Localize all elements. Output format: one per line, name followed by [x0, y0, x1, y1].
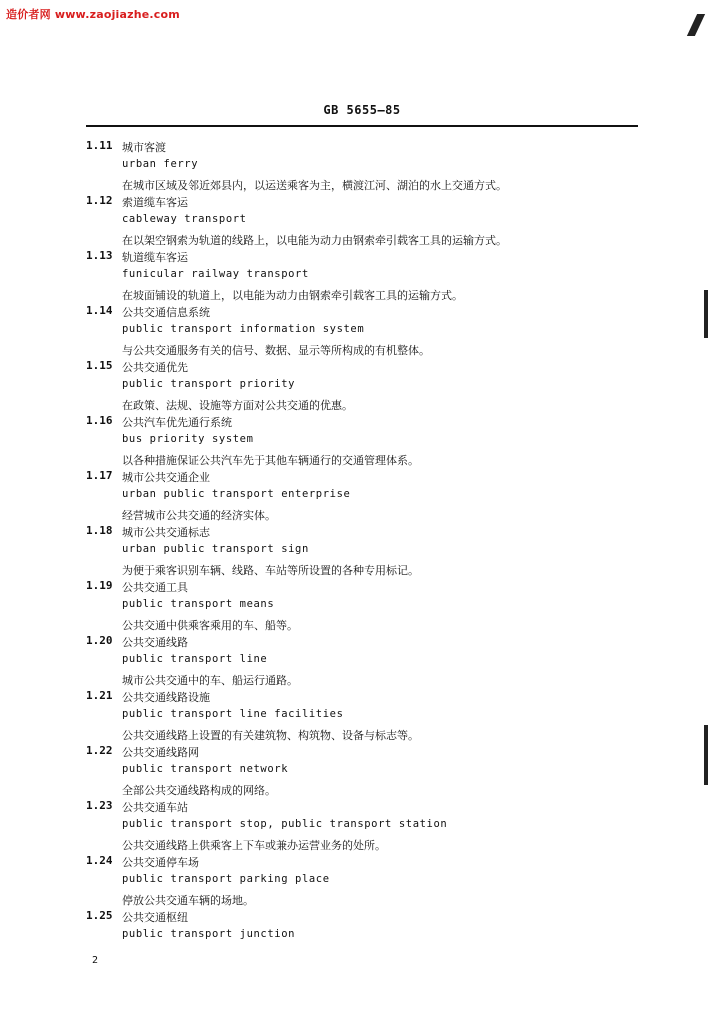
term-chinese: 公共交通停车场: [122, 856, 199, 869]
term-number: 1.21: [86, 689, 113, 702]
term-chinese: 城市公共交通标志: [122, 526, 210, 539]
term-chinese: 公共交通线路: [122, 636, 188, 649]
term-definition: 在城市区域及邻近郊县内，以运送乘客为主，横渡江河、湖泊的水上交通方式。: [122, 179, 507, 192]
term-chinese: 公共汽车优先通行系统: [122, 416, 232, 429]
term-english: public transport parking place: [122, 873, 330, 885]
term-definition: 公共交通中供乘客乘用的车、船等。: [122, 619, 298, 632]
term-entry: [0, 304, 724, 359]
term-list: [0, 139, 724, 964]
term-entry: [0, 854, 724, 909]
term-definition: 与公共交通服务有关的信号、数据、显示等所构成的有机整体。: [122, 344, 430, 357]
page-number: 2: [92, 955, 99, 966]
term-definition: 公共交通线路上供乘客上下车或兼办运营业务的处所。: [122, 839, 386, 852]
term-definition: 在以架空钢索为轨道的线路上，以电能为动力由钢索牵引载客工具的运输方式。: [122, 234, 507, 247]
term-english: bus priority system: [122, 433, 254, 445]
term-english: public transport means: [122, 598, 275, 610]
term-entry: [0, 359, 724, 414]
term-definition: 在政策、法规、设施等方面对公共交通的优惠。: [122, 399, 353, 412]
term-definition: 全部公共交通线路构成的网络。: [122, 784, 276, 797]
term-definition: 以各种措施保证公共汽车先于其他车辆通行的交通管理体系。: [122, 454, 419, 467]
term-entry: [0, 469, 724, 524]
term-number: 1.23: [86, 799, 113, 812]
watermark: 造价者网 www.zaojiazhe.com: [6, 8, 180, 21]
term-english: funicular railway transport: [122, 268, 309, 280]
term-chinese: 公共交通工具: [122, 581, 188, 594]
term-english: public transport stop, public transport station: [122, 818, 448, 830]
term-number: 1.14: [86, 304, 113, 317]
standard-header: GB 5655—85: [323, 103, 401, 117]
term-definition: 为便于乘客识别车辆、线路、车站等所设置的各种专用标记。: [122, 564, 419, 577]
term-number: 1.25: [86, 909, 113, 922]
term-entry: [0, 139, 724, 194]
term-definition: 经营城市公共交通的经济实体。: [122, 509, 276, 522]
term-number: 1.16: [86, 414, 113, 427]
term-number: 1.24: [86, 854, 113, 867]
term-entry: [0, 194, 724, 249]
term-chinese: 公共交通优先: [122, 361, 188, 374]
term-chinese: 公共交通信息系统: [122, 306, 210, 319]
term-english: public transport information system: [122, 323, 365, 335]
term-number: 1.11: [86, 139, 113, 152]
term-number: 1.13: [86, 249, 113, 262]
term-number: 1.19: [86, 579, 113, 592]
term-number: 1.12: [86, 194, 113, 207]
term-entry: [0, 689, 724, 744]
term-number: 1.17: [86, 469, 113, 482]
term-entry: [0, 414, 724, 469]
term-number: 1.18: [86, 524, 113, 537]
scan-artifact: [687, 14, 705, 36]
term-english: urban public transport sign: [122, 543, 309, 555]
term-chinese: 轨道缆车客运: [122, 251, 188, 264]
term-number: 1.15: [86, 359, 113, 372]
term-english: public transport line: [122, 653, 268, 665]
term-entry: [0, 744, 724, 799]
term-chinese: 公共交通车站: [122, 801, 188, 814]
term-entry: [0, 799, 724, 854]
term-definition: 停放公共交通车辆的场地。: [122, 894, 254, 907]
term-chinese: 索道缆车客运: [122, 196, 188, 209]
term-english: public transport junction: [122, 928, 296, 940]
term-english: urban ferry: [122, 158, 199, 170]
term-english: cableway transport: [122, 213, 247, 225]
term-english: public transport priority: [122, 378, 296, 390]
term-definition: 在坡面铺设的轨道上，以电能为动力由钢索牵引载客工具的运输方式。: [122, 289, 463, 302]
term-entry: [0, 579, 724, 634]
term-number: 1.22: [86, 744, 113, 757]
term-english: public transport network: [122, 763, 289, 775]
term-entry: [0, 524, 724, 579]
term-english: urban public transport enterprise: [122, 488, 351, 500]
term-definition: 公共交通线路上设置的有关建筑物、构筑物、设备与标志等。: [122, 729, 419, 742]
term-entry: [0, 909, 724, 964]
header-rule: [86, 125, 638, 127]
term-chinese: 公共交通线路设施: [122, 691, 210, 704]
term-number: 1.20: [86, 634, 113, 647]
term-chinese: 公共交通线路网: [122, 746, 199, 759]
term-chinese: 城市公共交通企业: [122, 471, 210, 484]
term-chinese: 公共交通枢纽: [122, 911, 188, 924]
term-entry: [0, 634, 724, 689]
term-entry: [0, 249, 724, 304]
term-english: public transport line facilities: [122, 708, 344, 720]
term-chinese: 城市客渡: [122, 141, 166, 154]
term-definition: 城市公共交通中的车、船运行通路。: [122, 674, 298, 687]
